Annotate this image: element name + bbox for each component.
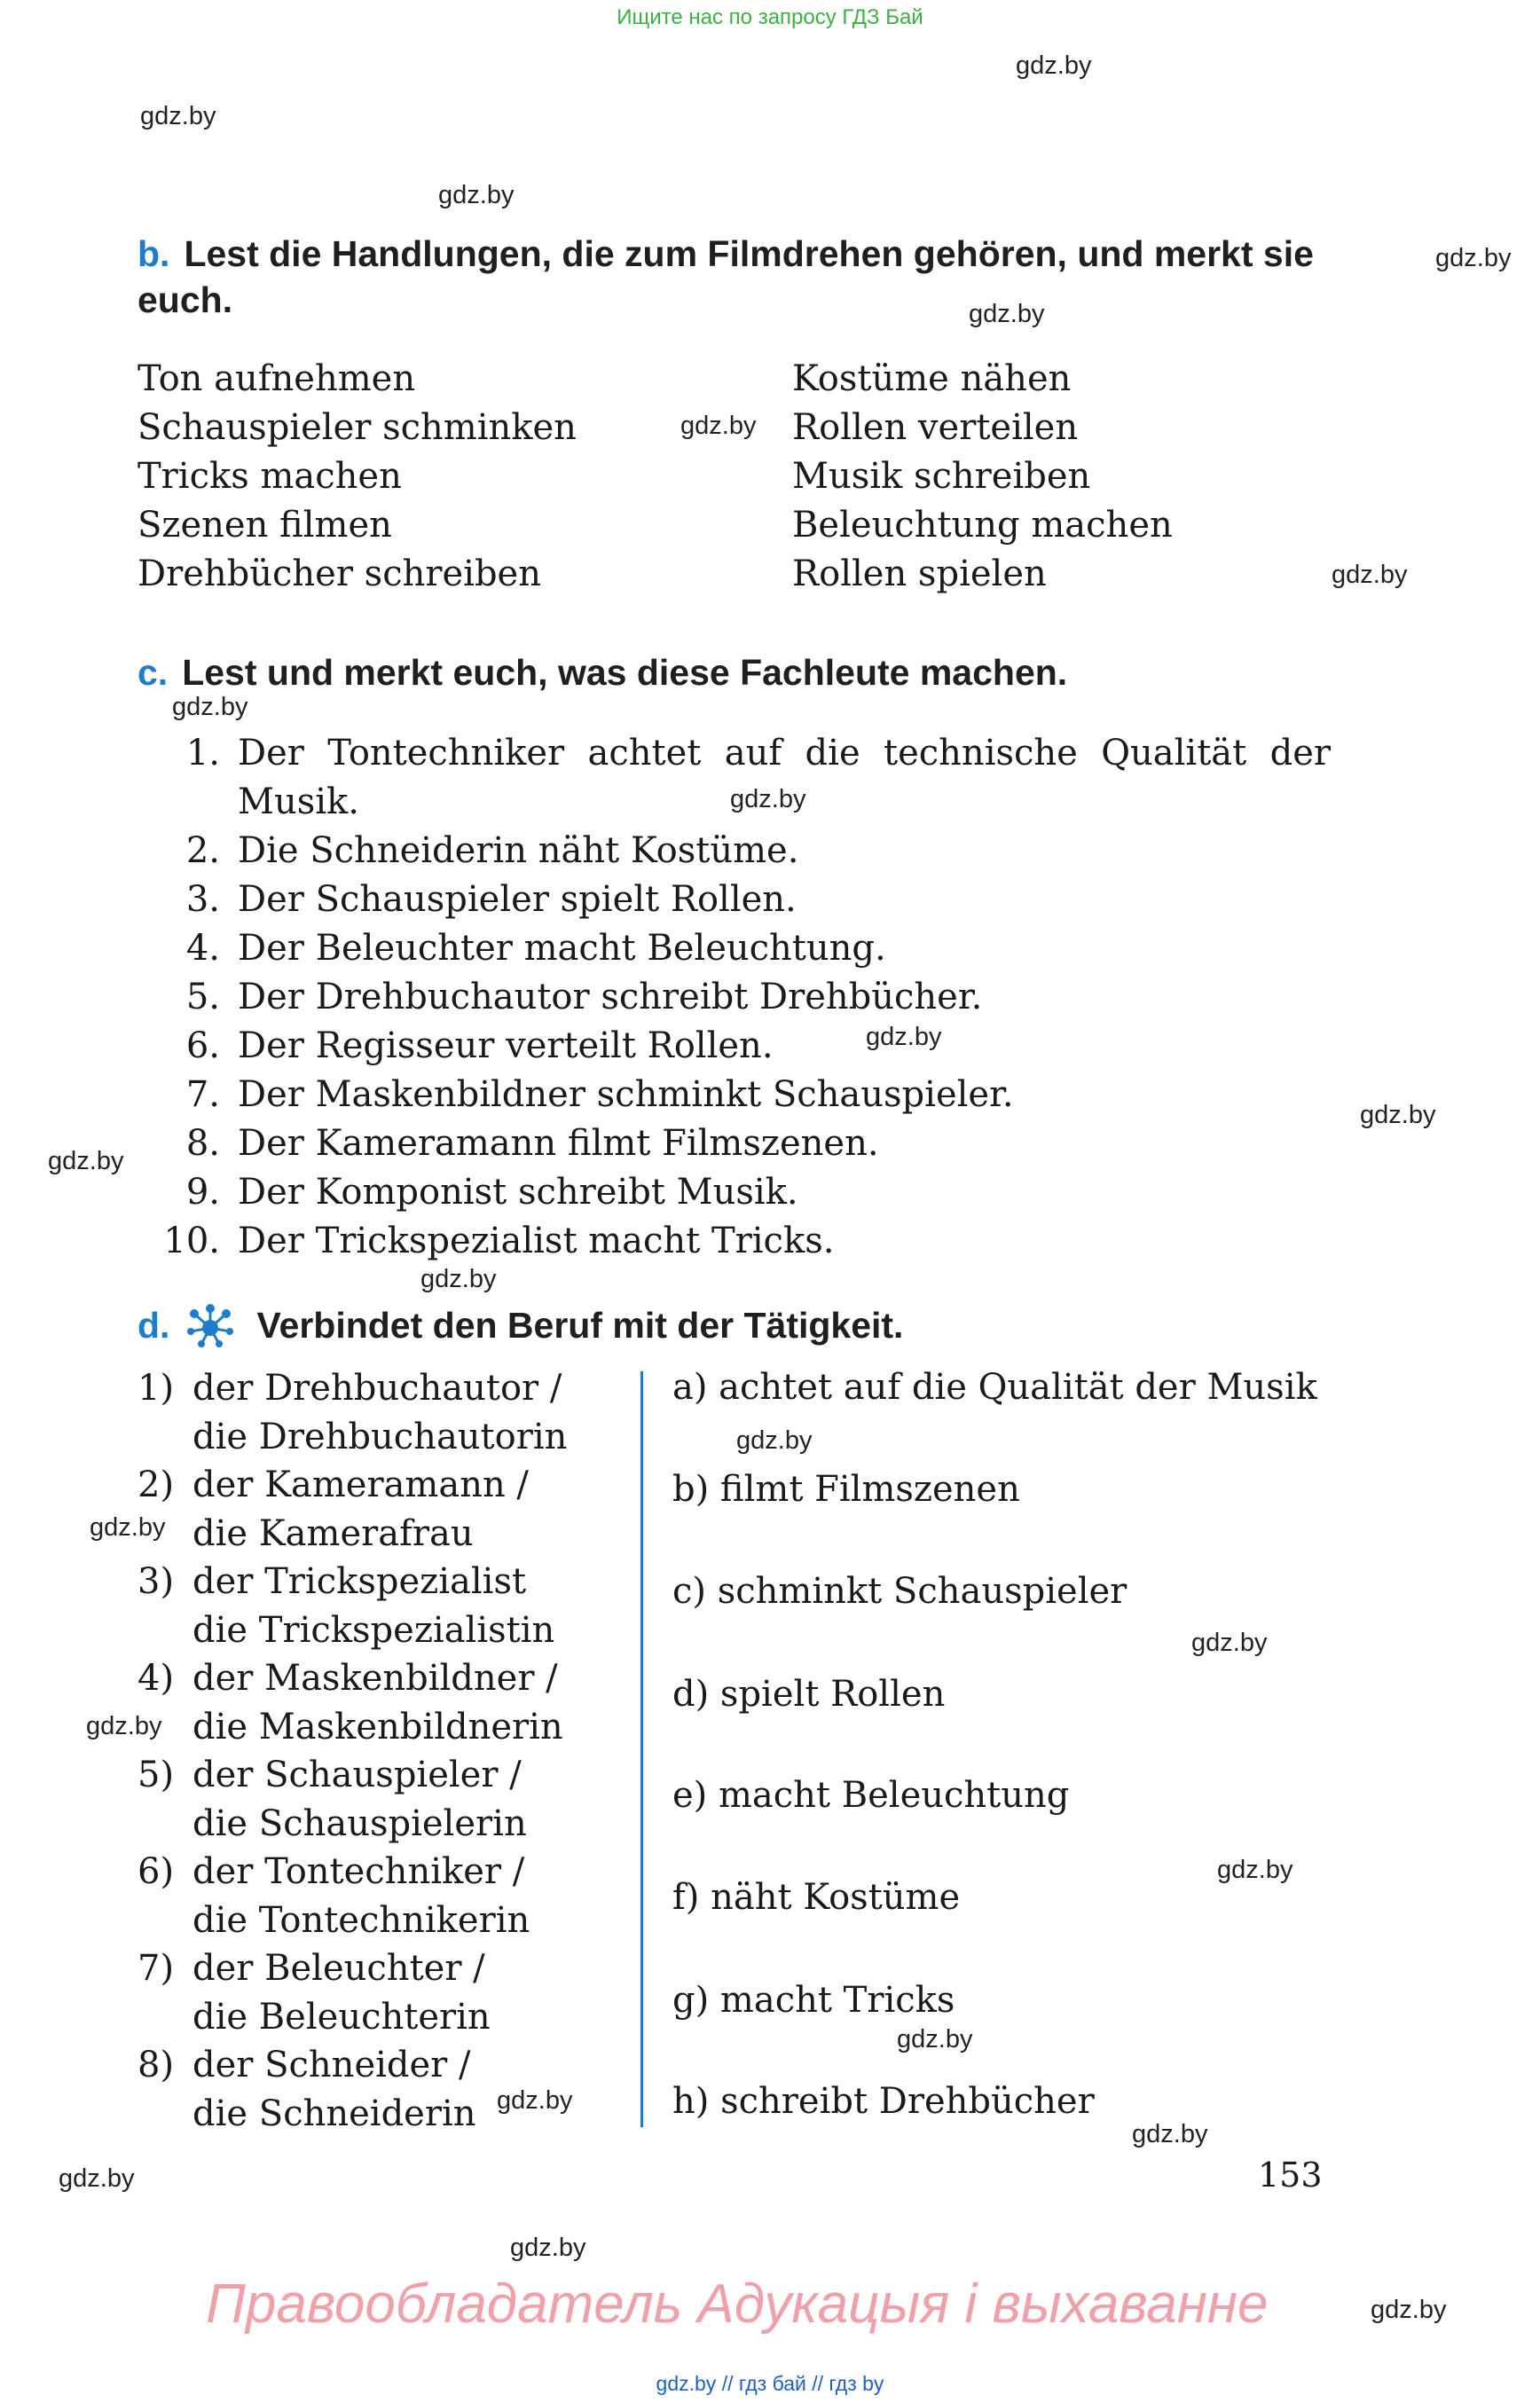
- item-number: 1.: [185, 733, 220, 774]
- list-item: 6) der Tontechniker /: [138, 1851, 525, 1892]
- action-item: Rollen spielen: [792, 554, 1047, 594]
- item-text: Der Komponist schreibt Musik.: [238, 1172, 798, 1213]
- footer-links: gdz.by // гдз бай // гдз by: [656, 2372, 884, 2395]
- item-number: 10.: [163, 1221, 220, 1261]
- list-item: 7) der Beleuchter /: [138, 1948, 485, 1989]
- action-item: Musik schreiben: [792, 456, 1091, 497]
- watermark: gdz.by: [140, 102, 216, 130]
- watermark: gdz.by: [1191, 1629, 1268, 1657]
- action-item: Rollen verteilen: [792, 407, 1079, 448]
- watermark: gdz.by: [730, 785, 806, 813]
- section-letter: c.: [138, 652, 169, 693]
- activities-column: [672, 0, 1382, 2403]
- item-number: 5.: [185, 977, 220, 1017]
- item-number: 2.: [185, 830, 220, 871]
- list-item-continuation: die Schneiderin: [192, 2093, 476, 2134]
- item-number: 4.: [185, 928, 220, 969]
- item-text: Der Kameramann filmt Filmszenen.: [238, 1123, 879, 1164]
- action-item: Tricks machen: [138, 456, 402, 497]
- section-c-heading-text: Lest und merkt euch, was diese Fachleute machen.: [182, 652, 1068, 693]
- list-item: 8) der Schneider /: [138, 2045, 471, 2085]
- watermark: gdz.by: [90, 1513, 166, 1542]
- action-item: Kostüme nähen: [792, 358, 1072, 399]
- action-item: Ton aufnehmen: [138, 358, 416, 399]
- item-text: Der Regisseur verteilt Rollen.: [238, 1025, 774, 1066]
- list-item-continuation: die Schauspielerin: [192, 1802, 527, 1844]
- item-number: 9.: [185, 1172, 220, 1213]
- activity-item: a) achtet auf die Qualität der Musik: [672, 1367, 1317, 1408]
- watermark: gdz.by: [736, 1426, 813, 1455]
- list-item: 3) der Trickspezialist: [138, 1561, 527, 1602]
- activity-item: d) spielt Rollen: [672, 1674, 946, 1715]
- item-text: Die Schneiderin näht Kostüme.: [238, 830, 799, 871]
- watermark: gdz.by: [1217, 1856, 1293, 1884]
- watermark: gdz.by: [59, 2164, 135, 2193]
- item-text: Musik.: [238, 781, 359, 822]
- activity-item: f) näht Kostüme: [672, 1877, 961, 1918]
- activity-item: c) schminkt Schauspieler: [672, 1571, 1128, 1612]
- watermark: gdz.by: [1435, 244, 1512, 272]
- watermark: gdz.by: [969, 300, 1045, 328]
- action-item: Drehbücher schreiben: [138, 554, 541, 594]
- watermark: gdz.by: [438, 181, 515, 209]
- top-banner: Ищите нас по запросу ГДЗ Бай: [617, 5, 923, 29]
- watermark: gdz.by: [172, 693, 248, 721]
- section-b-heading-text: Lest die Handlungen, die zum Filmdrehen gehören, und merkt sie euch.: [138, 233, 1314, 320]
- watermark: gdz.by: [48, 1147, 124, 1175]
- item-number: 3.: [185, 879, 220, 920]
- watermark: gdz.by: [897, 2025, 973, 2054]
- watermark: gdz.by: [1132, 2120, 1208, 2148]
- watermark: gdz.by: [1016, 51, 1092, 80]
- item-text: Der Beleuchter macht Beleuchtung.: [238, 928, 886, 969]
- item-text: Der Tontechniker achtet auf die technische Qualität der: [238, 733, 1331, 774]
- section-letter: b.: [138, 233, 170, 274]
- list-item-continuation: die Beleuchterin: [192, 1996, 491, 2038]
- watermark: gdz.by: [510, 2234, 586, 2262]
- action-item: Schauspieler schminken: [138, 407, 577, 448]
- item-text: Der Maskenbildner schminkt Schauspieler.: [238, 1074, 1014, 1115]
- list-item: 1) der Drehbuchautor /: [138, 1368, 562, 1409]
- watermark: gdz.by: [680, 412, 757, 440]
- actions-left-column: [138, 355, 577, 599]
- list-item-continuation: die Maskenbildnerin: [192, 1706, 563, 1747]
- section-letter: d.: [138, 1305, 170, 1346]
- activity-item: g) macht Tricks: [672, 1980, 955, 2021]
- item-text: Der Drehbuchautor schreibt Drehbücher.: [238, 977, 983, 1017]
- activity-item: b) filmt Filmszenen: [672, 1469, 1020, 1510]
- section-d-heading-text: Verbindet den Beruf mit der Tätigkeit.: [256, 1305, 904, 1346]
- list-item: 4) der Maskenbildner /: [138, 1658, 558, 1699]
- list-item-continuation: die Kamerafrau: [192, 1512, 474, 1554]
- watermark: gdz.by: [866, 1023, 942, 1051]
- pair-work-icon: [184, 1303, 237, 1347]
- watermark: gdz.by: [420, 1265, 497, 1293]
- list-item: 2) der Kameramann /: [138, 1465, 529, 1505]
- activity-item: e) macht Beleuchtung: [672, 1775, 1070, 1816]
- watermark: gdz.by: [86, 1712, 162, 1740]
- item-number: 6.: [185, 1025, 220, 1066]
- watermark: gdz.by: [497, 2086, 573, 2115]
- watermark: gdz.by: [1360, 1101, 1436, 1129]
- action-item: Szenen filmen: [138, 505, 392, 546]
- item-text: Der Trickspezialist macht Tricks.: [238, 1221, 835, 1261]
- action-item: Beleuchtung machen: [792, 505, 1173, 546]
- list-item-continuation: die Trickspezialistin: [192, 1609, 555, 1651]
- watermark: gdz.by: [1332, 561, 1408, 589]
- watermark: gdz.by: [1371, 2296, 1447, 2324]
- page-number: 153: [1258, 2156, 1323, 2195]
- activity-item: h) schreibt Drehbücher: [672, 2081, 1095, 2122]
- item-number: 7.: [185, 1074, 220, 1115]
- item-number: 8.: [185, 1123, 220, 1164]
- list-item-continuation: die Drehbuchautorin: [192, 1416, 568, 1457]
- list-item-continuation: die Tontechnikerin: [192, 1899, 530, 1941]
- rights-holder-notice: Правообладатель Адукацыя і выхаванне: [206, 2273, 1269, 2335]
- professions-column: [138, 1364, 634, 2138]
- item-text: Der Schauspieler spielt Rollen.: [238, 879, 797, 920]
- list-item: 5) der Schauspieler /: [138, 1755, 522, 1795]
- column-divider: [640, 1371, 643, 2127]
